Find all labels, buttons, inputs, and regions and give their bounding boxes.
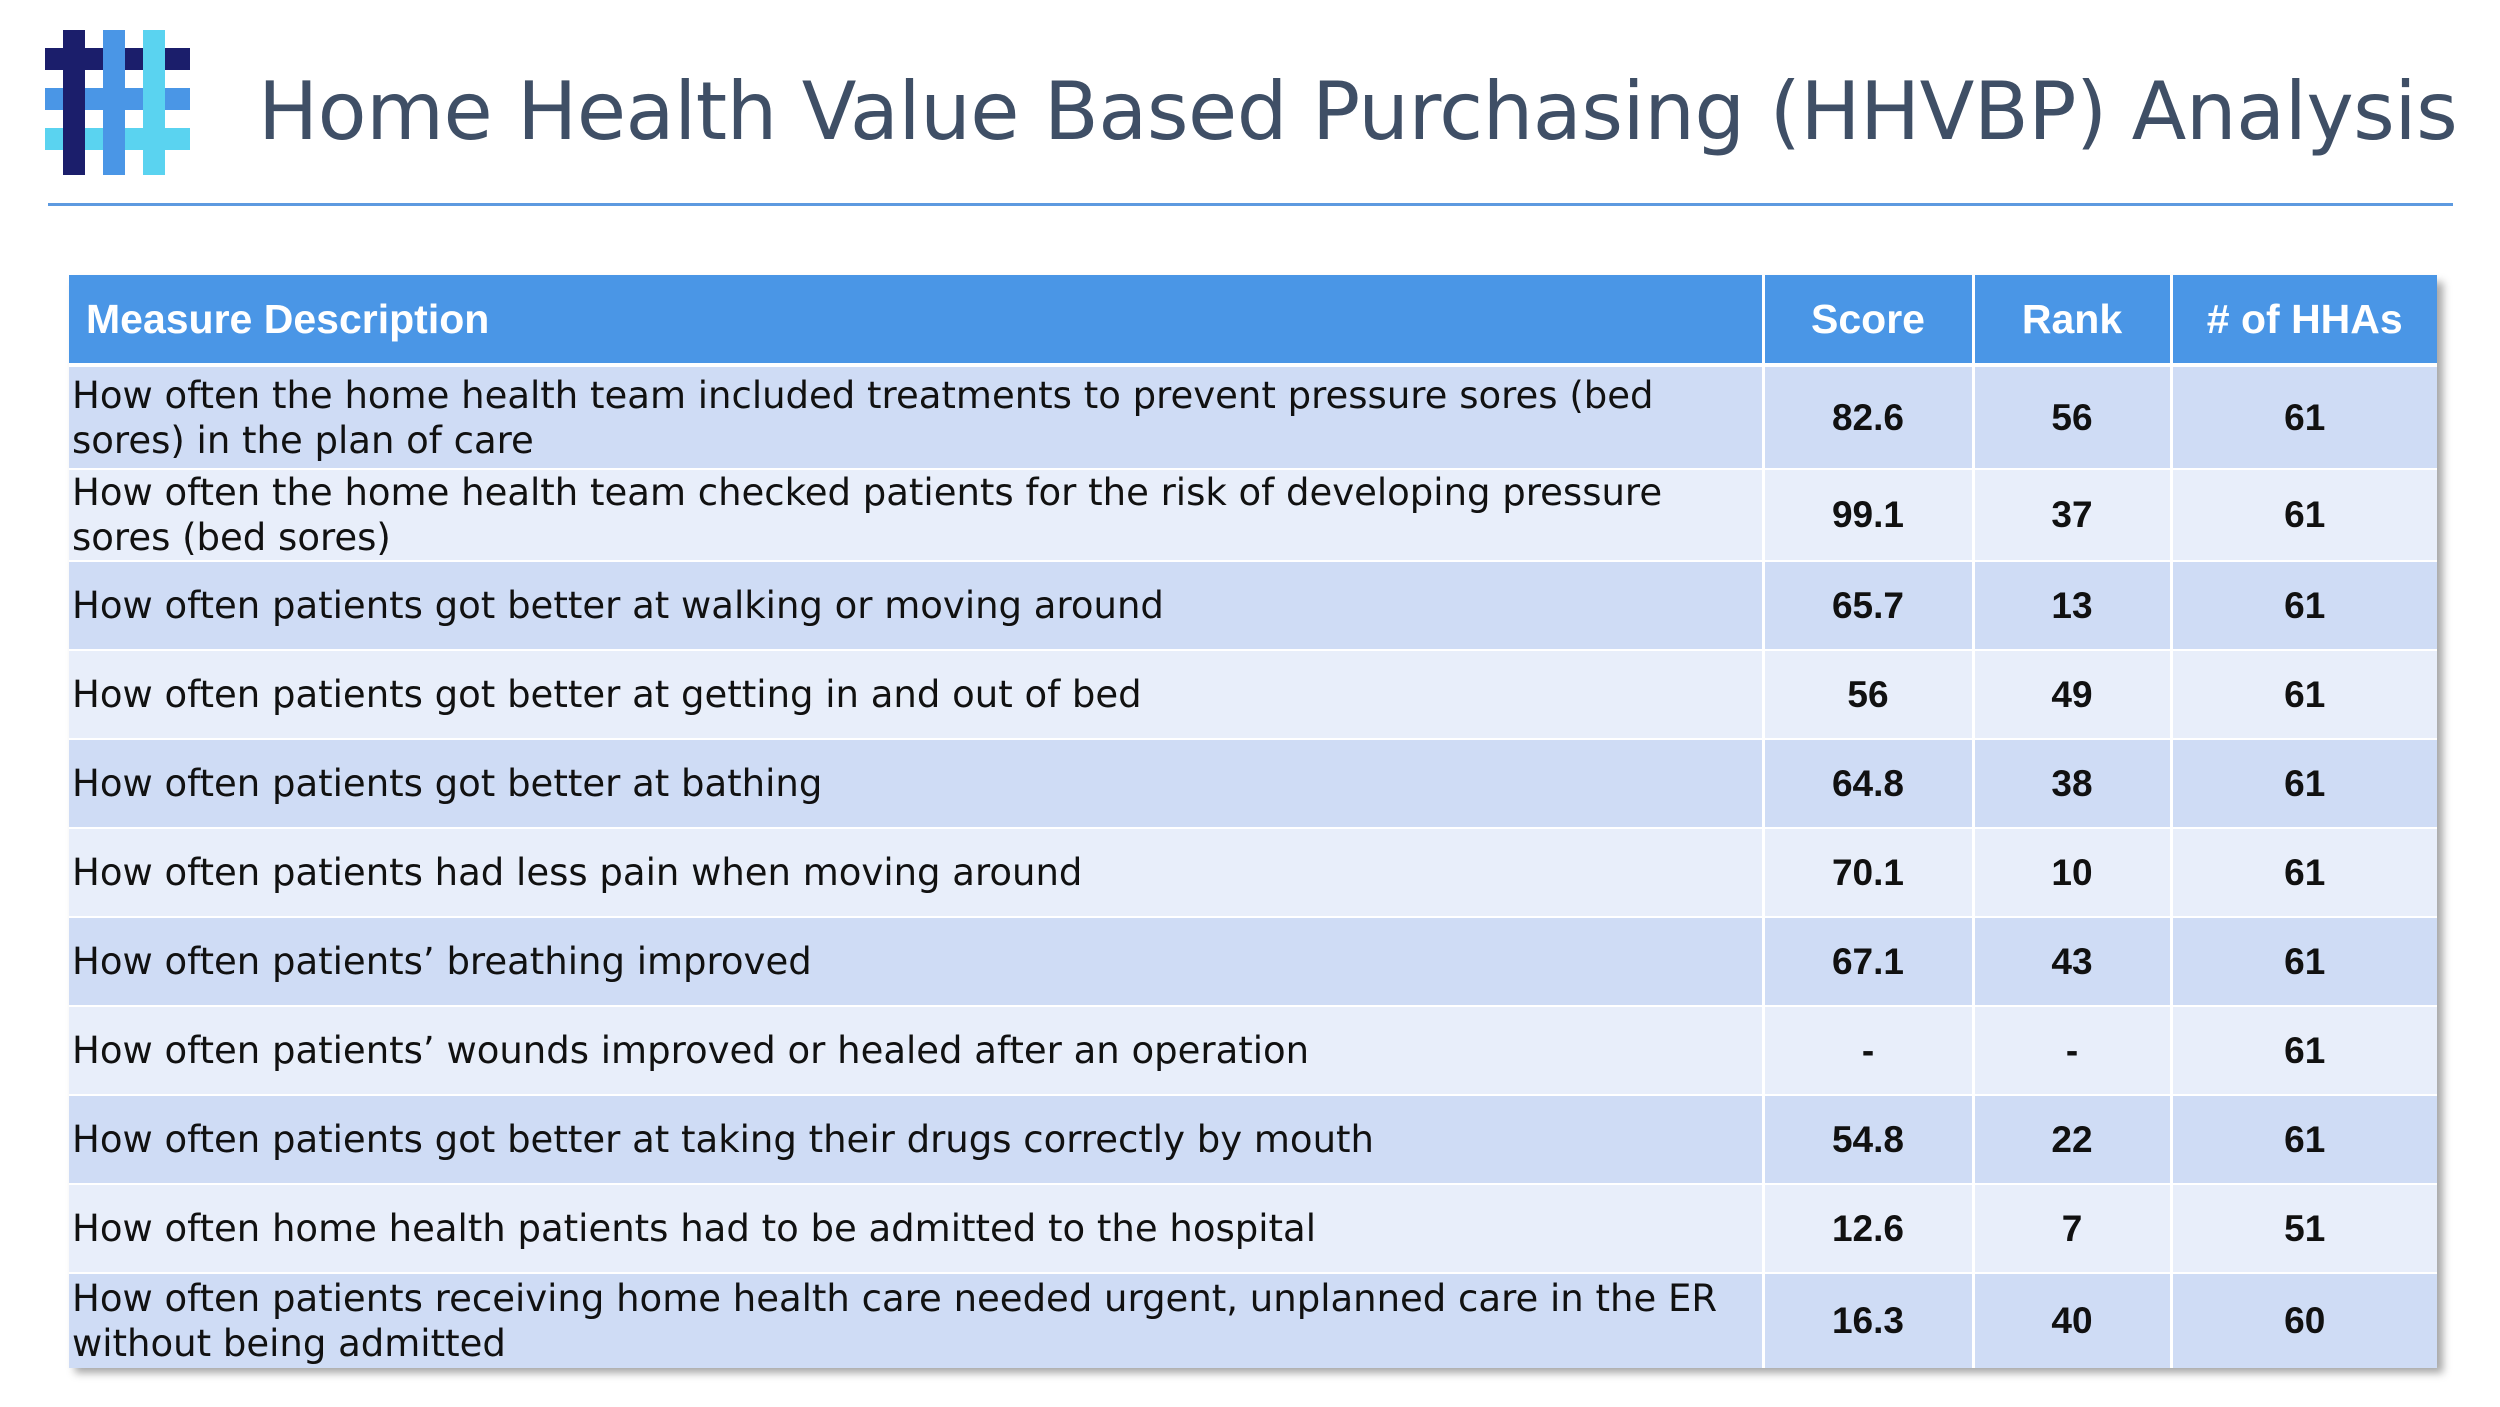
table-row xyxy=(69,365,2437,469)
measure-rank: 10 xyxy=(1973,828,2171,917)
measure-hha-count: 61 xyxy=(2171,650,2437,739)
measure-hha-count: 61 xyxy=(2171,365,2437,469)
column-header-score: Score xyxy=(1763,275,1973,365)
measure-score: 67.1 xyxy=(1763,917,1973,1006)
page-title: Home Health Value Based Purchasing (HHVBP) Analysis xyxy=(258,65,2458,158)
table-header-row xyxy=(69,275,2437,365)
measure-hha-count: 61 xyxy=(2171,1006,2437,1095)
table-row xyxy=(69,739,2437,828)
measure-score: 12.6 xyxy=(1763,1184,1973,1273)
measure-hha-count: 61 xyxy=(2171,561,2437,650)
measure-hha-count: 61 xyxy=(2171,1095,2437,1184)
measure-hha-count: 61 xyxy=(2171,469,2437,561)
measure-description: How often patients receiving home health care needed urgent, unplanned care in the ER without being admitted xyxy=(69,1273,1763,1368)
measure-score: 54.8 xyxy=(1763,1095,1973,1184)
table-row xyxy=(69,828,2437,917)
measure-description: How often patients got better at taking their drugs correctly by mouth xyxy=(69,1095,1763,1184)
measure-score: - xyxy=(1763,1006,1973,1095)
measure-description: How often the home health team checked patients for the risk of developing pressure sores (bed sores) xyxy=(69,469,1763,561)
table-row xyxy=(69,469,2437,561)
measure-hha-count: 61 xyxy=(2171,739,2437,828)
measures-table xyxy=(69,275,2437,1368)
column-header-rank: Rank xyxy=(1973,275,2171,365)
measure-score: 82.6 xyxy=(1763,365,1973,469)
table-row xyxy=(69,917,2437,1006)
table-row xyxy=(69,1184,2437,1273)
measure-rank: - xyxy=(1973,1006,2171,1095)
measure-description: How often home health patients had to be admitted to the hospital xyxy=(69,1184,1763,1273)
measure-rank: 37 xyxy=(1973,469,2171,561)
measure-description: How often patients got better at bathing xyxy=(69,739,1763,828)
table-row xyxy=(69,561,2437,650)
measure-description: How often patients had less pain when moving around xyxy=(69,828,1763,917)
measure-rank: 7 xyxy=(1973,1184,2171,1273)
title-divider xyxy=(48,203,2453,206)
measure-hha-count: 61 xyxy=(2171,828,2437,917)
measure-score: 16.3 xyxy=(1763,1273,1973,1368)
measure-rank: 22 xyxy=(1973,1095,2171,1184)
column-header-hhas: # of HHAs xyxy=(2171,275,2437,365)
measure-description: How often patients’ wounds improved or healed after an operation xyxy=(69,1006,1763,1095)
measure-hha-count: 61 xyxy=(2171,917,2437,1006)
measure-score: 70.1 xyxy=(1763,828,1973,917)
measure-hha-count: 60 xyxy=(2171,1273,2437,1368)
measure-score: 99.1 xyxy=(1763,469,1973,561)
measures-table-container xyxy=(69,275,2437,1366)
measure-rank: 13 xyxy=(1973,561,2171,650)
measure-description: How often the home health team included treatments to prevent pressure sores (bed sores) in the plan of care xyxy=(69,365,1763,469)
table-row xyxy=(69,1273,2437,1368)
table-row xyxy=(69,650,2437,739)
table-row xyxy=(69,1006,2437,1095)
measure-rank: 38 xyxy=(1973,739,2171,828)
column-header-description: Measure Description xyxy=(69,275,1763,365)
measure-description: How often patients got better at getting in and out of bed xyxy=(69,650,1763,739)
measure-rank: 43 xyxy=(1973,917,2171,1006)
hashtag-grid-logo-icon xyxy=(45,30,190,175)
measure-description: How often patients’ breathing improved xyxy=(69,917,1763,1006)
measure-score: 56 xyxy=(1763,650,1973,739)
measure-score: 65.7 xyxy=(1763,561,1973,650)
measure-hha-count: 51 xyxy=(2171,1184,2437,1273)
measure-score: 64.8 xyxy=(1763,739,1973,828)
measure-description: How often patients got better at walking or moving around xyxy=(69,561,1763,650)
measure-rank: 40 xyxy=(1973,1273,2171,1368)
table-row xyxy=(69,1095,2437,1184)
measure-rank: 56 xyxy=(1973,365,2171,469)
measure-rank: 49 xyxy=(1973,650,2171,739)
